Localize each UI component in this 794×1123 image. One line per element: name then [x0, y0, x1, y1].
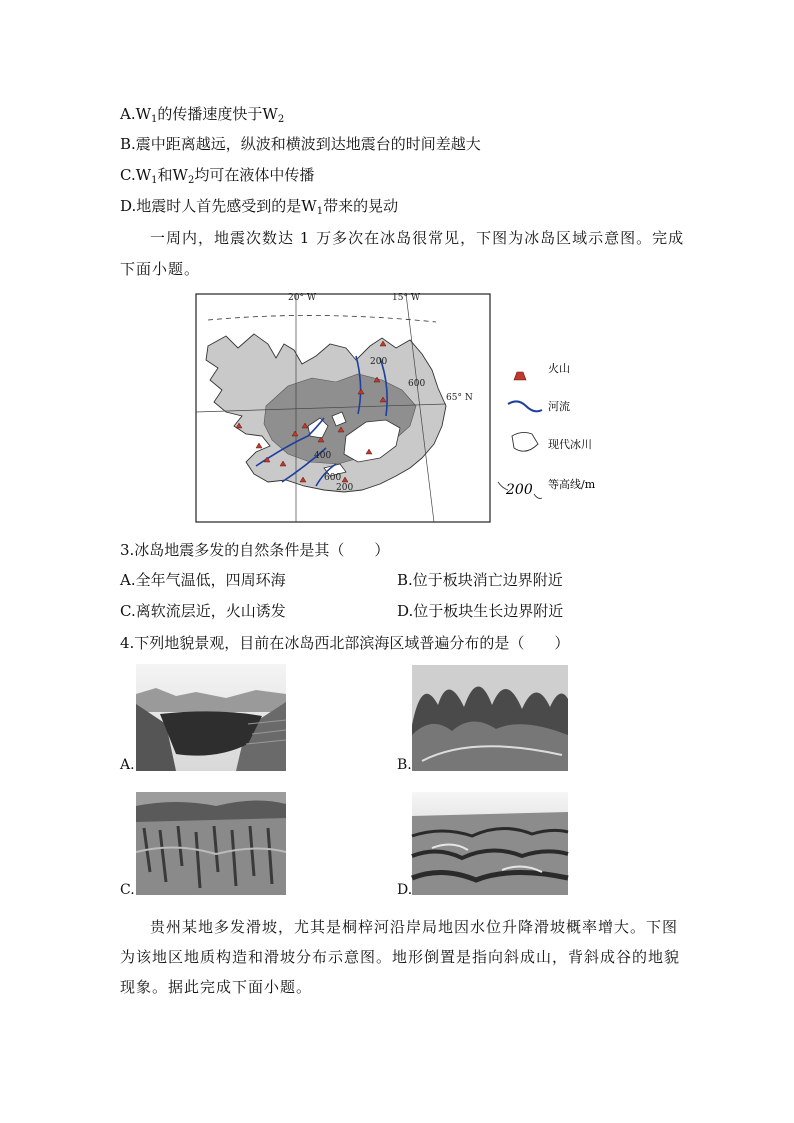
q3-option-a: A.全年气温低，四周环海: [120, 571, 286, 589]
legend-river-label: 河流: [548, 400, 570, 413]
legend-contour-sample: 200: [506, 482, 533, 498]
passage2-line3: 现象。据此完成下面小题。: [120, 978, 313, 996]
q3-option-b: B.位于板块消亡边界附近: [397, 571, 563, 589]
map-legend: [498, 361, 596, 499]
iceland-map: [196, 286, 596, 526]
q3-option-c: C.离软流层近，火山诱发: [120, 602, 286, 620]
contour-label: 400: [314, 451, 332, 461]
contour-label: 200: [336, 483, 354, 493]
iceland-map-figure: [196, 286, 596, 526]
legend-volcano-label: 火山: [548, 362, 570, 375]
contour-label: 600: [324, 473, 342, 483]
passage1-line2: 下面小题。: [120, 260, 201, 278]
label-20w: 20° W: [288, 293, 317, 303]
q3-option-d: D.位于板块生长边界附近: [397, 602, 564, 620]
photo-c-badlands: [136, 792, 286, 895]
q4-stem: 4.下列地貌景观，目前在冰岛西北部滨海区域普遍分布的是（ ）: [120, 634, 570, 652]
photo-b-karst: [412, 665, 568, 771]
legend-river-icon: [508, 401, 542, 411]
label-15w: 15° W: [392, 293, 421, 303]
passage2-line2: 为该地区地质构造和滑坡分布示意图。地形倒置是指向斜成山，背斜成谷的地貌: [120, 948, 681, 966]
option-2a: $A.W_1$的传播速度快于$W_2$: [120, 105, 285, 125]
q4-label-d: D.: [397, 882, 413, 898]
legend-glacier-icon: [512, 432, 538, 451]
legend-contour-icon: [534, 494, 542, 499]
option-2c: $C.W_1$和$W_2$均可在液体中传播: [120, 166, 315, 186]
label-65n: 65° N: [446, 393, 473, 403]
passage2-line1: 贵州某地多发滑坡，尤其是桐梓河沿岸局地因水位升降滑坡概率增大。下图: [150, 918, 679, 936]
contour-label: 200: [370, 357, 388, 367]
legend-contour-label: 等高线/m: [548, 478, 596, 491]
photo-d-dunes: [412, 792, 568, 895]
photo-a-fjord: [136, 664, 286, 771]
q4-label-b: B.: [397, 757, 412, 773]
option-2b: B.震中距离越远，纵波和横波到达地震台的时间差越大: [120, 135, 481, 153]
contour-label: 600: [408, 379, 426, 389]
passage1-line1: 一周内，地震次数达 1 万多次在冰岛很常见，下图为冰岛区域示意图。完成: [150, 229, 685, 247]
legend-volcano-icon: [514, 372, 526, 380]
legend-glacier-label: 现代冰川: [548, 438, 592, 451]
q3-stem: 3.冰岛地震多发的自然条件是其（ ）: [120, 541, 390, 559]
q4-label-c: C.: [120, 882, 135, 898]
q4-label-a: A.: [120, 757, 135, 773]
option-2d: D.地震时人首先感受到的是$W_1$带来的晃动: [120, 197, 399, 217]
